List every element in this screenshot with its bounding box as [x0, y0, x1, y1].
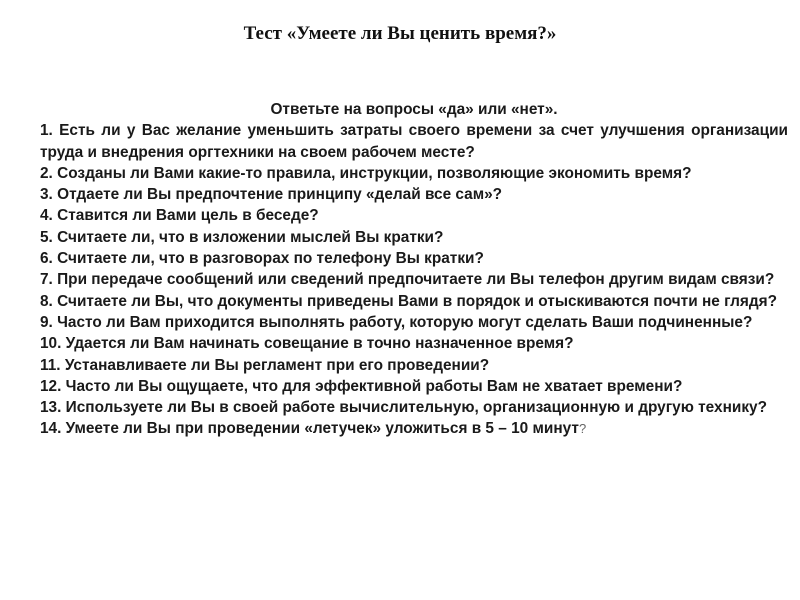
question-item-13: 13. Используете ли Вы в своей работе вычислительную, организационную и другую технику? — [40, 399, 768, 417]
question-item-14-mark: ? — [578, 421, 587, 437]
question-item-8: 8. Считаете ли Вы, что документы приведены Вами в порядок и отыскиваются почти не глядя? — [40, 292, 778, 310]
question-item-10: 10. Удается ли Вам начинать совещание в точно назначенное время? — [40, 335, 574, 353]
question-item-9: 9. Часто ли Вам приходится выполнять работу, которую могут сделать Ваши подчиненные? — [40, 313, 753, 331]
instruction-text: Ответьте на вопросы «да» или «нет». — [270, 101, 558, 118]
question-item-4: 4. Ставится ли Вами цель в беседе? — [40, 207, 319, 225]
question-item-14 — [40, 418, 788, 439]
question-item-11: 11. Устанавливаете ли Вы регламент при его проведении? — [40, 356, 490, 374]
question-item-7: 7. При передаче сообщений или сведений предпочитаете ли Вы телефон другим видам связи? — [40, 271, 775, 289]
question-item-14-text: 14. Умеете ли Вы при проведении «летучек» уложиться в 5 – 10 минут — [40, 420, 579, 438]
question-item-12: 12. Часто ли Вы ощущаете, что для эффективной работы Вам не хватает времени? — [40, 377, 683, 395]
question-list — [40, 120, 788, 439]
question-item-2: 2. Созданы ли Вами какие-то правила, инструкции, позволяющие экономить время? — [40, 164, 692, 182]
question-item-1: 1. Есть ли у Вас желание уменьшить затраты своего времени за счет улучшения организации труда и внедрения оргтехники на своем рабочем месте? — [40, 122, 788, 161]
question-item-6: 6. Считаете ли, что в разговорах по телефону Вы кратки? — [40, 250, 484, 268]
question-item-5: 5. Считаете ли, что в изложении мыслей Вы кратки? — [40, 228, 444, 246]
question-item-3: 3. Отдаете ли Вы предпочтение принципу «делай все сам»? — [40, 186, 503, 204]
document-title: Тест «Умеете ли Вы ценить время?» — [243, 23, 557, 44]
document-body — [40, 99, 788, 440]
